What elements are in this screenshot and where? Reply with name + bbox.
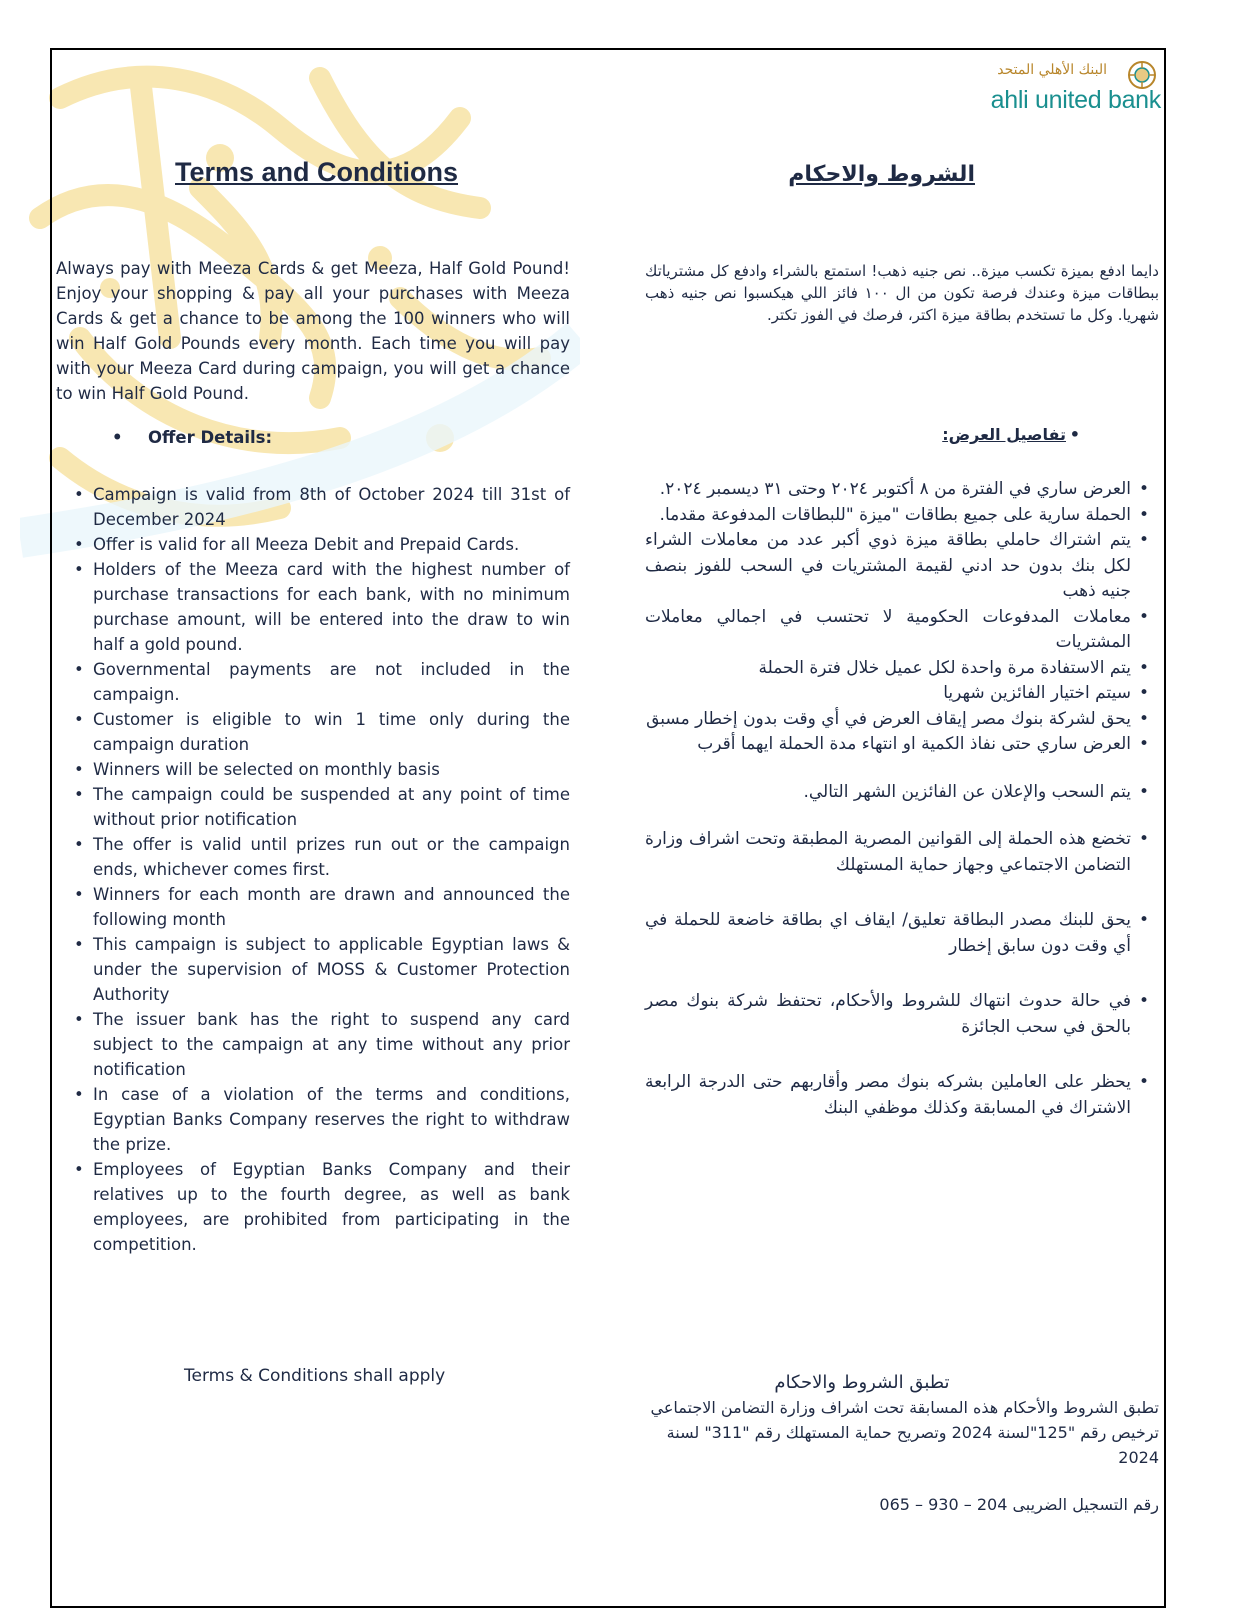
list-item: • يحق لشركة بنوك مصر إيقاف العرض في أي وقت بدون إخطار مسبق [645, 707, 1159, 733]
list-item: • Holders of the Meeza card with the highest number of purchase transactions for each bank, with no minimum purchase amount, will be entered into the draw to win half a gold pound. [56, 557, 570, 657]
tax-registration: رقم التسجيل الضريبى 204 – 930 – 065 [879, 1495, 1159, 1514]
list-item: • This campaign is subject to applicable Egyptian laws & under the supervision of MOSS & Customer Protection Authority [56, 932, 570, 1007]
list-item: • يتم الاستفادة مرة واحدة لكل عميل خلال فترة الحملة [645, 656, 1159, 682]
list-item: • معاملات المدفوعات الحكومية لا تحتسب في اجمالي معاملات المشتريات [645, 605, 1159, 656]
bank-name-arabic: البنك الأهلي المتحد [997, 62, 1107, 78]
list-item: • يتم السحب والإعلان عن الفائزين الشهر التالي. [645, 780, 1159, 806]
offer-list-arabic [645, 477, 1159, 1121]
offer-heading-label: تفاصيل العرض: [942, 425, 1066, 444]
list-item: • In case of a violation of the terms and conditions, Egyptian Banks Company reserves the right to withdraw the prize. [56, 1082, 570, 1157]
list-item: • The campaign could be suspended at any point of time without prior notification [56, 782, 570, 832]
list-item: • Employees of Egyptian Banks Company and their relatives up to the fourth degree, as well as bank employees, are prohibited from participating in the competition. [56, 1157, 570, 1257]
intro-english: Always pay with Meeza Cards & get Meeza, Half Gold Pound! Enjoy your shopping & pay all your purchases with Meeza Cards & get a chance to be among the 100 winners who will win Half Gold Pounds every month. Each time you will pay with your Meeza Card during campaign, you will get a chance to win Half Gold Pound. [56, 259, 570, 403]
list-item: • The issuer bank has the right to suspend any card subject to the campaign at any time without any prior notification [56, 1007, 570, 1082]
list-item: • Customer is eligible to win 1 time only during the campaign duration [56, 707, 570, 757]
bullet: • [1069, 425, 1080, 444]
bank-name-english: ahli united bank [990, 86, 1161, 114]
title-arabic: الشروط والاحكام [788, 162, 975, 187]
offer-list-english [56, 482, 570, 1257]
list-item: • سيتم اختيار الفائزين شهريا [645, 681, 1159, 707]
list-item: • الحملة سارية على جميع بطاقات "ميزة "للبطاقات المدفوعة مقدما. [645, 503, 1159, 529]
list-item: • في حالة حدوث انتهاك للشروط والأحكام، تحتفظ شركة بنوك مصر بالحق في سحب الجائزة [645, 989, 1159, 1040]
intro-arabic: دايما ادفع بميزة تكسب ميزة.. نص جنيه ذهب! استمتع بالشراء وادفع كل مشترياتك ببطاقات ميزة وعندك فرصة تكون من ال ١٠٠ فائز اللي هيكسبوا نص جنيه ذهب شهريا. وكل ما تستخدم بطاقة ميزة اكتر، فرصك في الفوز تكتر. [645, 262, 1159, 324]
list-item: • Winners will be selected on monthly basis [56, 757, 570, 782]
footer-license-arabic: تطبق الشروط والأحكام هذه المسابقة تحت اشراف وزارة التضامن الاجتماعي ترخيص رقم "125"لسنة 2024 وتصريح حماية المستهلك رقم "311" لسنة 2024 [650, 1398, 1159, 1467]
bullet: • [112, 428, 123, 447]
footer-arabic [645, 1370, 1159, 1517]
list-item: • العرض ساري حتى نفاذ الكمية او انتهاء مدة الحملة ايهما أقرب [645, 732, 1159, 758]
title-english: Terms and Conditions [175, 157, 459, 187]
list-item: • The offer is valid until prizes run out or the campaign ends, whichever comes first. [56, 832, 570, 882]
list-item: • Governmental payments are not included in the campaign. [56, 657, 570, 707]
footer-apply-arabic: تطبق الشروط والاحكام [774, 1372, 950, 1393]
offer-heading-label: Offer Details: [148, 428, 273, 447]
bank-logo [961, 62, 1161, 120]
list-item: • Campaign is valid from 8th of October 2024 till 31st of December 2024 [56, 482, 570, 532]
list-item: • يتم اشتراك حاملي بطاقة ميزة ذوي أكبر عدد من معاملات الشراء لكل بنك بدون حد ادني لقيمة المشتريات في السحب للفوز بنصف جنيه ذهب [645, 528, 1159, 605]
list-item: • يحظر على العاملين بشركه بنوك مصر وأقاربهم حتى الدرجة الرابعة الاشتراك في المسابقة وكذلك موظفي البنك [645, 1070, 1159, 1121]
list-item: • تخضع هذه الحملة إلى القوانين المصرية المطبقة وتحت اشراف وزارة التضامن الاجتماعي وجهاز حماية المستهلك [645, 827, 1159, 878]
footer-english: Terms & Conditions shall apply [184, 1366, 446, 1386]
list-item: • Offer is valid for all Meeza Debit and Prepaid Cards. [56, 532, 570, 557]
list-item: • يحق للبنك مصدر البطاقة تعليق/ ايقاف اي بطاقة خاضعة للحملة في أي وقت دون سابق إخطار [645, 908, 1159, 959]
list-item: • العرض ساري في الفترة من ٨ أكتوبر ٢٠٢٤ وحتى ٣١ ديسمبر ٢٠٢٤. [645, 477, 1159, 503]
list-item: • Winners for each month are drawn and announced the following month [56, 882, 570, 932]
